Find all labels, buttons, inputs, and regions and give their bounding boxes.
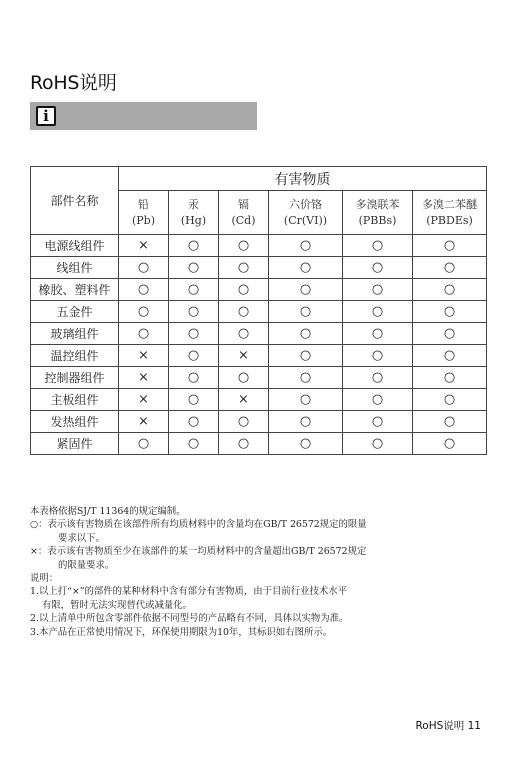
substance-header	[119, 191, 169, 235]
table-row	[31, 301, 487, 323]
substance-mark-cell: ○	[119, 257, 169, 279]
substance-header	[343, 191, 413, 235]
substance-mark-cell: ○	[343, 389, 413, 411]
table-row	[31, 367, 487, 389]
substance-mark-cell: ○	[169, 301, 219, 323]
substance-symbol: (Cr(VI))	[283, 213, 328, 227]
substance-mark-cell: ○	[269, 323, 343, 345]
substance-symbol: (Cd)	[231, 213, 256, 227]
substance-name: 六价铬	[289, 197, 322, 211]
substance-mark-cell: ○	[413, 433, 487, 455]
substance-mark-cell: ○	[269, 279, 343, 301]
substance-mark-cell: ○	[219, 257, 269, 279]
substance-mark-cell: ×	[119, 389, 169, 411]
substance-name: 多溴二苯醚	[422, 197, 477, 211]
substance-mark-cell: ○	[343, 433, 413, 455]
substance-mark-cell: ○	[343, 345, 413, 367]
note-item2: 2.以上清单中所包含零部件依据不同型号的产品略有不同，具体以实物为准。	[30, 613, 349, 625]
substance-mark-cell: ○	[269, 433, 343, 455]
info-icon: i	[36, 106, 56, 126]
substance-mark-cell: ○	[413, 257, 487, 279]
substance-mark-cell: ○	[413, 411, 487, 433]
hazardous-substances-header: 有害物质	[119, 167, 487, 191]
substance-mark-cell: ×	[119, 235, 169, 257]
page-title: RoHS说明	[30, 72, 117, 94]
substance-mark-cell: ○	[219, 235, 269, 257]
substance-header	[169, 191, 219, 235]
part-name-cell: 橡胶、塑料件	[31, 279, 119, 301]
substance-mark-cell: ×	[119, 345, 169, 367]
substance-mark-cell: ○	[169, 279, 219, 301]
substance-mark-cell: ×	[219, 389, 269, 411]
rohs-table	[30, 166, 487, 455]
substance-mark-cell: ○	[169, 433, 219, 455]
substance-mark-cell: ×	[119, 411, 169, 433]
substance-symbol: (Hg)	[180, 213, 207, 227]
substance-mark-cell: ○	[343, 367, 413, 389]
substance-header	[413, 191, 487, 235]
substance-mark-cell: ○	[413, 345, 487, 367]
substance-mark-cell: ×	[219, 345, 269, 367]
part-name-cell: 线组件	[31, 257, 119, 279]
part-name-cell: 控制器组件	[31, 367, 119, 389]
substance-mark-cell: ○	[413, 367, 487, 389]
substance-mark-cell: ○	[413, 323, 487, 345]
substance-mark-cell: ○	[169, 235, 219, 257]
substance-mark-cell: ×	[119, 367, 169, 389]
substance-mark-cell: ○	[343, 257, 413, 279]
info-banner	[30, 102, 257, 130]
note-basis: 本表格依据SJ/T 11364的规定编制。	[30, 506, 186, 517]
substance-symbol: (PBDEs)	[426, 213, 473, 227]
substance-symbol: (Pb)	[131, 213, 156, 227]
table-row	[31, 345, 487, 367]
substance-mark-cell: ○	[269, 257, 343, 279]
table-row	[31, 323, 487, 345]
substance-header	[269, 191, 343, 235]
substance-mark-cell: ○	[219, 301, 269, 323]
substance-mark-cell: ○	[169, 389, 219, 411]
substance-mark-cell: ○	[343, 279, 413, 301]
substance-mark-cell: ○	[169, 345, 219, 367]
substance-mark-cell: ○	[269, 367, 343, 389]
substance-mark-cell: ○	[169, 257, 219, 279]
substance-mark-cell: ○	[119, 433, 169, 455]
substance-mark-cell: ○	[343, 235, 413, 257]
note-cross-line1: ×：表示该有害物质至少在该部件的某一均质材料中的含量超出GB/T 26572规定	[30, 546, 367, 558]
substance-header	[219, 191, 269, 235]
note-explain-label: 说明：	[30, 573, 59, 585]
table-row	[31, 433, 487, 455]
note-item3: 3.本产品在正常使用情况下，环保使用期限为10年，其标识如右图所示。	[30, 626, 333, 638]
substance-name: 铅	[138, 197, 149, 211]
substance-mark-cell: ○	[413, 389, 487, 411]
part-name-cell: 主板组件	[31, 389, 119, 411]
substance-mark-cell: ○	[219, 323, 269, 345]
substance-mark-cell: ○	[169, 367, 219, 389]
table-row	[31, 389, 487, 411]
note-circle-line1: ○：表示该有害物质在该部件所有均质材料中的含量均在GB/T 26572规定的限量	[30, 519, 367, 531]
substance-mark-cell: ○	[219, 411, 269, 433]
substance-mark-cell: ○	[119, 323, 169, 345]
substance-name: 多溴联苯	[355, 197, 400, 211]
substance-name: 汞	[188, 197, 199, 211]
note-cross-line2: 的限量要求。	[58, 559, 115, 571]
substance-mark-cell: ○	[413, 279, 487, 301]
substance-mark-cell: ○	[413, 301, 487, 323]
substance-mark-cell: ○	[269, 235, 343, 257]
substance-mark-cell: ○	[269, 301, 343, 323]
part-name-cell: 温控组件	[31, 345, 119, 367]
page-footer: RoHS说明 11	[415, 720, 481, 732]
part-name-header: 部件名称	[31, 167, 119, 235]
part-name-cell: 发热组件	[31, 411, 119, 433]
note-item1-line2: 有限，暂时无法实现替代或减量化。	[42, 599, 193, 611]
substance-mark-cell: ○	[169, 411, 219, 433]
substance-mark-cell: ○	[219, 433, 269, 455]
table-row	[31, 279, 487, 301]
table-row	[31, 411, 487, 433]
substance-symbol: (PBBs)	[358, 213, 397, 227]
part-name-cell: 电源线组件	[31, 235, 119, 257]
note-circle-line2: 要求以下。	[58, 532, 105, 544]
substance-mark-cell: ○	[269, 389, 343, 411]
substance-mark-cell: ○	[219, 367, 269, 389]
substance-mark-cell: ○	[269, 345, 343, 367]
substance-mark-cell: ○	[269, 411, 343, 433]
substance-mark-cell: ○	[343, 323, 413, 345]
rohs-table-body	[31, 235, 487, 455]
table-row	[31, 235, 487, 257]
substance-mark-cell: ○	[343, 411, 413, 433]
substance-mark-cell: ○	[343, 301, 413, 323]
notes-section	[30, 505, 500, 639]
part-name-cell: 五金件	[31, 301, 119, 323]
substance-mark-cell: ○	[119, 301, 169, 323]
part-name-cell: 玻璃组件	[31, 323, 119, 345]
part-name-cell: 紧固件	[31, 433, 119, 455]
table-row	[31, 257, 487, 279]
substance-mark-cell: ○	[119, 279, 169, 301]
note-item1-line1: 1.以上打“×”的部件的某种材料中含有部分有害物质，由于目前行业技术水平	[30, 586, 348, 598]
substance-name: 镉	[238, 197, 249, 211]
substance-mark-cell: ○	[413, 235, 487, 257]
substance-mark-cell: ○	[169, 323, 219, 345]
substance-mark-cell: ○	[219, 279, 269, 301]
